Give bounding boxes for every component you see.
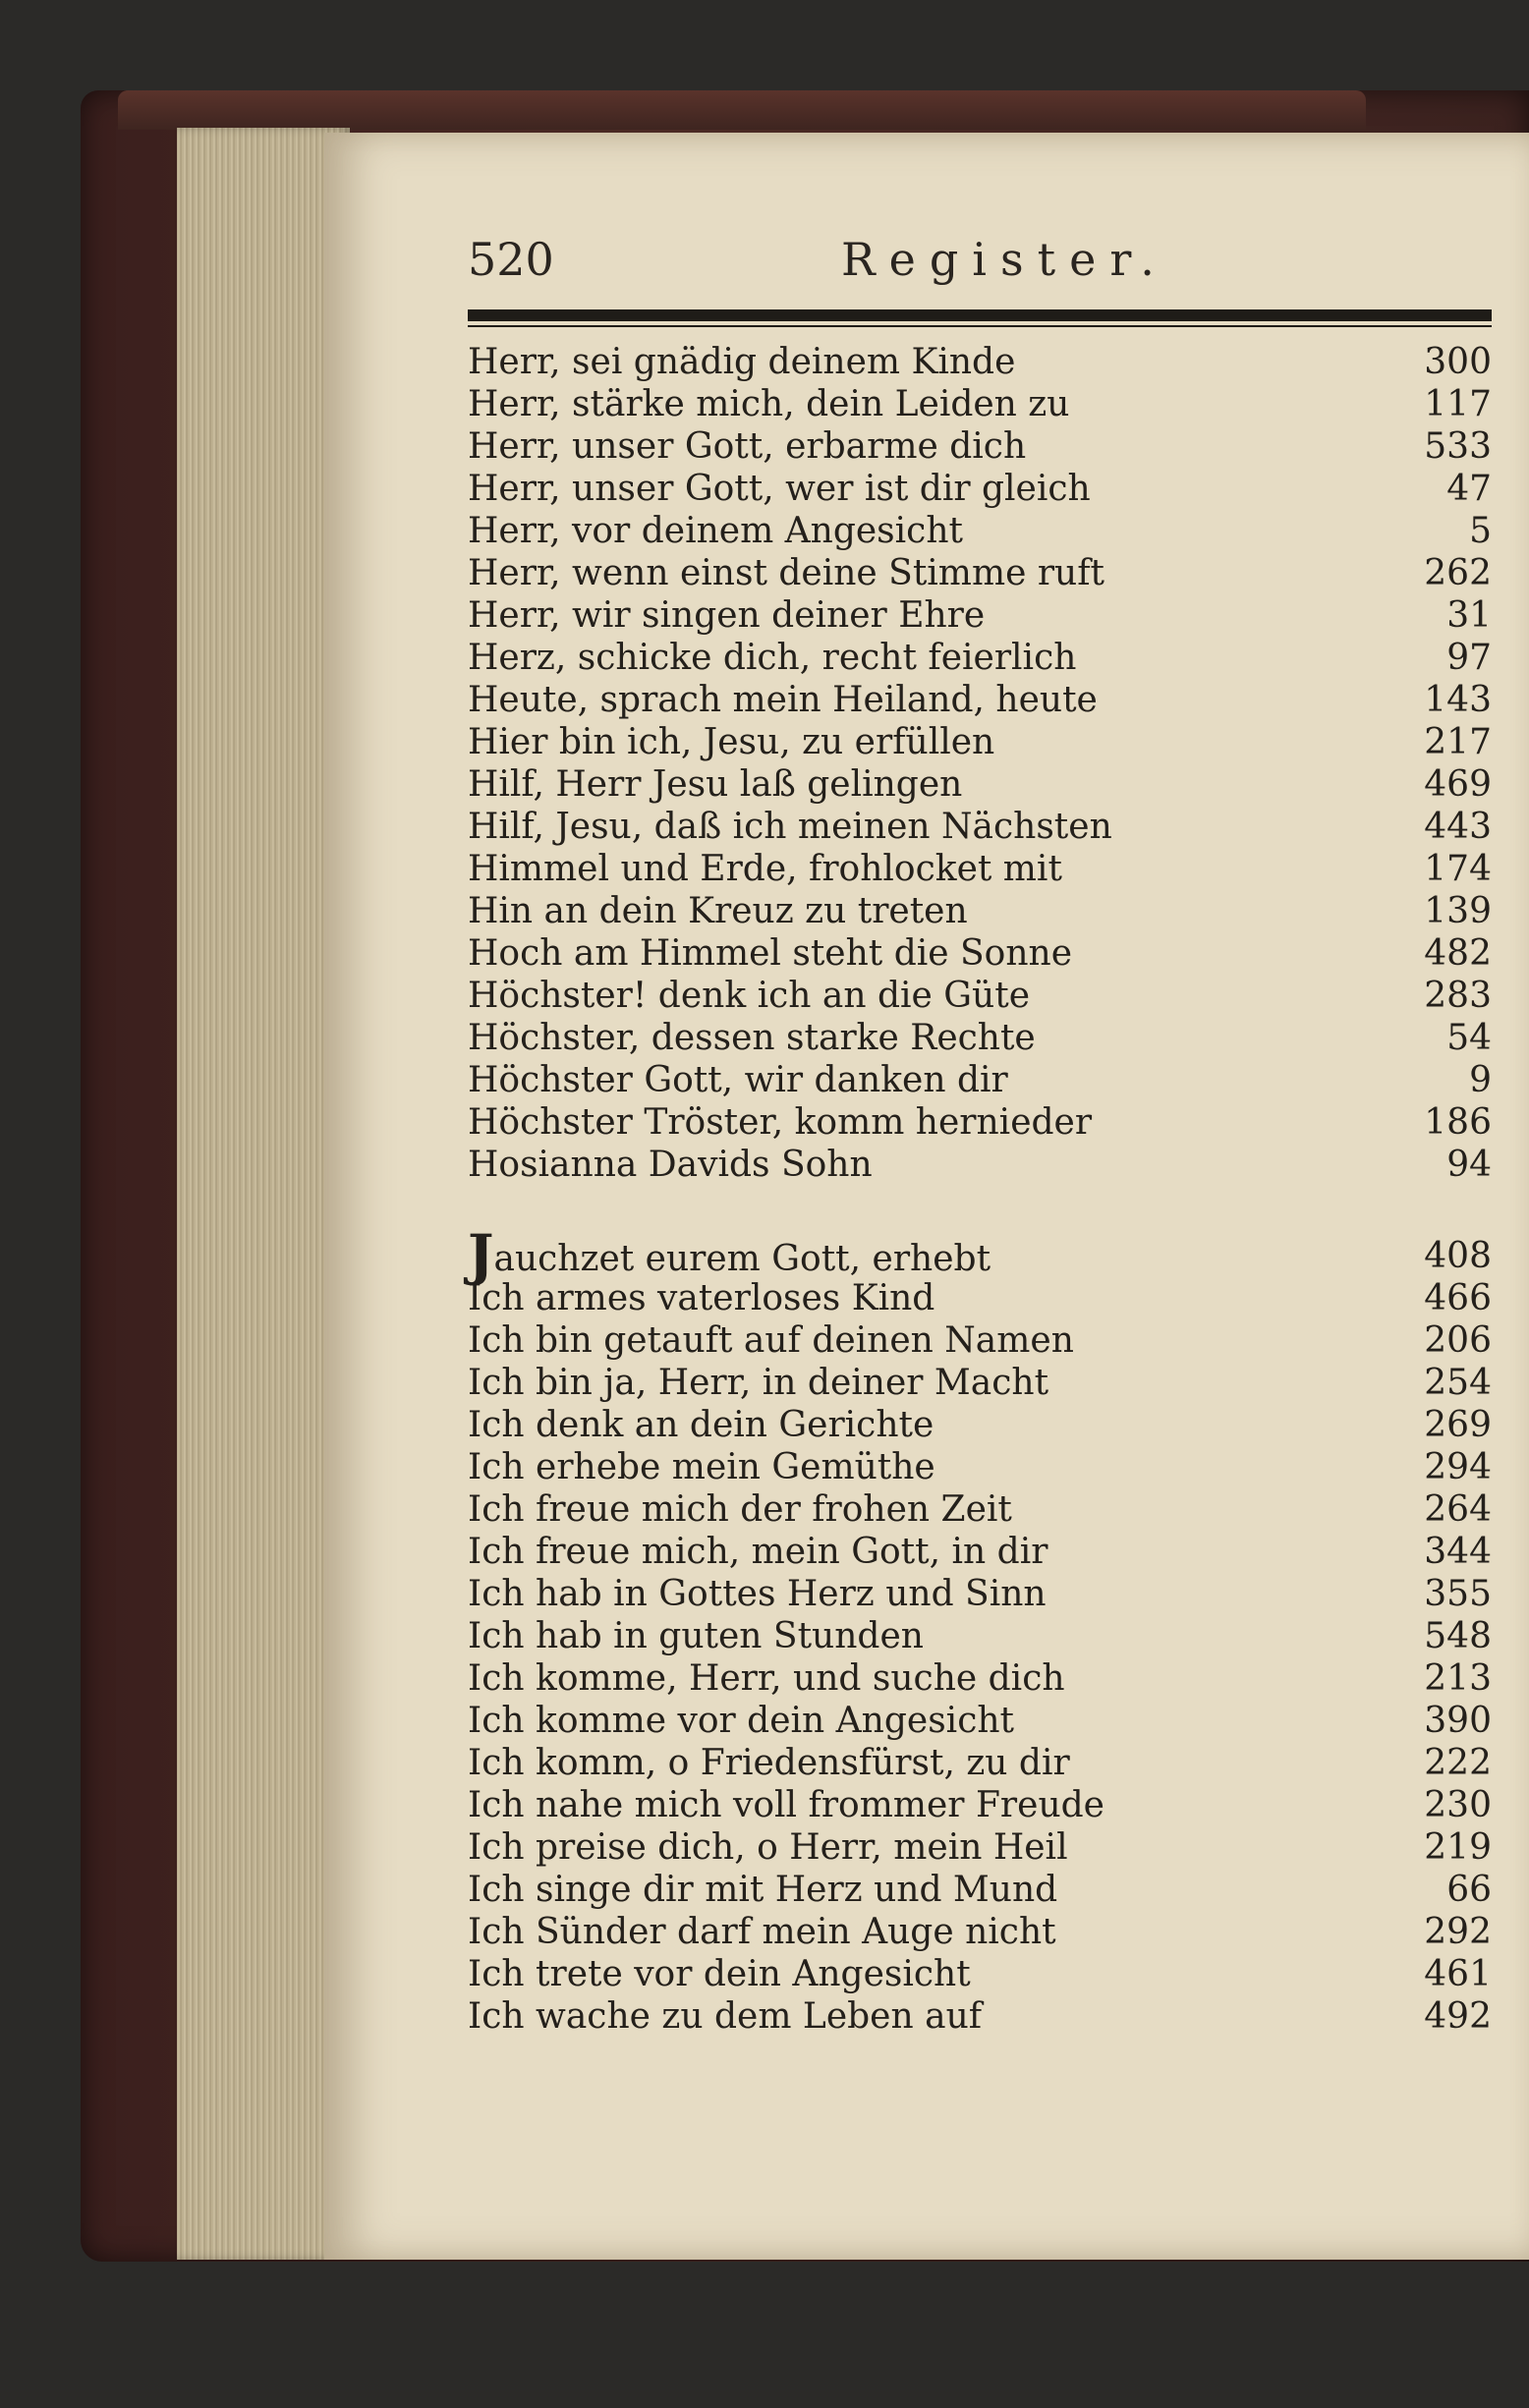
index-entry-title: Ich armes vaterloses Kind xyxy=(468,1278,935,1318)
index-entry-page: 206 xyxy=(1424,1320,1492,1361)
index-entry-page: 262 xyxy=(1424,553,1492,593)
index-entry xyxy=(468,1319,1492,1362)
index-entry xyxy=(468,763,1492,806)
index-entry-page: 222 xyxy=(1424,1743,1492,1783)
index-entry-title: Hosianna Davids Sohn xyxy=(468,1145,873,1185)
index-entry xyxy=(468,425,1492,468)
index-entry xyxy=(468,1531,1492,1573)
index-section-j xyxy=(468,1223,1492,2038)
index-entry xyxy=(468,1446,1492,1488)
index-entry xyxy=(468,1911,1492,1953)
index-entry xyxy=(468,1017,1492,1059)
index-entry xyxy=(468,1784,1492,1826)
index-entry-page: 254 xyxy=(1424,1363,1492,1403)
index-entry-page: 217 xyxy=(1424,722,1492,762)
index-entry-page: 5 xyxy=(1469,511,1492,551)
index-entry xyxy=(468,806,1492,848)
index-entry xyxy=(468,1488,1492,1531)
index-entry-page: 47 xyxy=(1446,469,1492,509)
index-entry-page: 294 xyxy=(1424,1447,1492,1487)
index-entry-page: 408 xyxy=(1424,1236,1492,1276)
index-entry-title: Hin an dein Kreuz zu treten xyxy=(468,891,968,931)
index-entry-page: 219 xyxy=(1424,1827,1492,1868)
page-header xyxy=(468,233,1513,302)
index-entry-title: Herr, unser Gott, wer ist dir gleich xyxy=(468,469,1091,509)
index-entry-title: Ich freue mich der frohen Zeit xyxy=(468,1489,1012,1530)
index-entry-title: Ich singe dir mit Herz und Mund xyxy=(468,1870,1058,1910)
index-entry-title: Ich bin ja, Herr, in deiner Macht xyxy=(468,1363,1049,1403)
index-entry-title: Himmel und Erde, frohlocket mit xyxy=(468,849,1062,889)
index-entry-title: Ich trete vor dein Angesicht xyxy=(468,1954,971,1994)
index-entry-page: 533 xyxy=(1424,426,1492,467)
index-entry xyxy=(468,510,1492,552)
index-entry xyxy=(468,1742,1492,1784)
index-entry xyxy=(468,637,1492,679)
index-entry xyxy=(468,890,1492,932)
index-entry-title: Hoch am Himmel steht die Sonne xyxy=(468,933,1073,974)
index-entry xyxy=(468,468,1492,510)
index-entry xyxy=(468,848,1492,890)
drop-initial: J xyxy=(468,1223,494,1288)
index-entry-title: Herr, wir singen deiner Ehre xyxy=(468,595,986,636)
index-entry-title: Herz, schicke dich, recht feierlich xyxy=(468,638,1077,678)
index-entry-title: Herr, wenn einst deine Stimme ruft xyxy=(468,553,1105,593)
index-entry-page: 461 xyxy=(1424,1954,1492,1994)
index-entry-page: 143 xyxy=(1424,680,1492,720)
index-entry-title: Herr, unser Gott, erbarme dich xyxy=(468,426,1027,467)
running-title: Register. xyxy=(841,233,1168,286)
index-entry xyxy=(468,1615,1492,1657)
index-entry-page: 186 xyxy=(1424,1102,1492,1143)
index-entry xyxy=(468,1700,1492,1742)
index-entry-title: Ich hab in Gottes Herz und Sinn xyxy=(468,1574,1047,1614)
book-page xyxy=(324,133,1529,2260)
header-rule-thin xyxy=(468,325,1492,327)
index-entry xyxy=(468,1404,1492,1446)
index-entry xyxy=(468,341,1492,383)
index-entry-page: 230 xyxy=(1424,1785,1492,1825)
index-entry-page: 548 xyxy=(1424,1616,1492,1656)
index-entry-title: Herr, sei gnädig deinem Kinde xyxy=(468,342,1016,382)
index-entry-page: 31 xyxy=(1446,595,1492,636)
index-entry-page: 283 xyxy=(1424,976,1492,1016)
index-entry-title: Ich erhebe mein Gemüthe xyxy=(468,1447,935,1487)
index-entry-title: Hilf, Jesu, daß ich meinen Nächsten xyxy=(468,807,1112,847)
index-entry-page: 469 xyxy=(1424,764,1492,805)
index-entry xyxy=(468,1953,1492,1995)
index-entry-page: 269 xyxy=(1424,1405,1492,1445)
index-entry-title: Ich freue mich, mein Gott, in dir xyxy=(468,1532,1048,1572)
index-entry xyxy=(468,1995,1492,2038)
index-entry xyxy=(468,383,1492,425)
header-rule xyxy=(468,309,1492,321)
index-entry xyxy=(468,1101,1492,1144)
index-entry-title: Ich komme, Herr, und suche dich xyxy=(468,1658,1065,1699)
index-entry xyxy=(468,1144,1492,1186)
index-entry-title: Ich bin getauft auf deinen Namen xyxy=(468,1320,1074,1361)
index-entry-page: 54 xyxy=(1446,1018,1492,1058)
index-entry xyxy=(468,1362,1492,1404)
index-entry-title: Heute, sprach mein Heiland, heute xyxy=(468,680,1098,720)
index-entry-page: 292 xyxy=(1424,1912,1492,1952)
index-entry-page: 300 xyxy=(1424,342,1492,382)
index-entry xyxy=(468,1223,1492,1288)
index-entry-title: Ich denk an dein Gerichte xyxy=(468,1405,934,1445)
index-entry-page: 466 xyxy=(1424,1278,1492,1318)
index-entry-page: 174 xyxy=(1424,849,1492,889)
index-entry xyxy=(468,594,1492,637)
index-entry-page: 94 xyxy=(1446,1145,1492,1185)
index-entry-page: 9 xyxy=(1469,1060,1492,1100)
index-entry-title: Ich komme vor dein Angesicht xyxy=(468,1701,1015,1741)
index-entry-title: Höchster! denk ich an die Güte xyxy=(468,976,1030,1016)
index-entry-page: 139 xyxy=(1424,891,1492,931)
index-list xyxy=(468,341,1492,2038)
index-entry-title: Ich nahe mich voll frommer Freude xyxy=(468,1785,1104,1825)
index-entry-title: Ich preise dich, o Herr, mein Heil xyxy=(468,1827,1068,1868)
index-entry-page: 482 xyxy=(1424,933,1492,974)
index-entry-title: Höchster Tröster, komm hernieder xyxy=(468,1102,1093,1143)
index-entry-title: Herr, stärke mich, dein Leiden zu xyxy=(468,384,1070,424)
index-entry-title: Ich komm, o Friedensfürst, zu dir xyxy=(468,1743,1070,1783)
index-entry-title: Höchster Gott, wir danken dir xyxy=(468,1060,1008,1100)
index-entry-title: Ich Sünder darf mein Auge nicht xyxy=(468,1912,1056,1952)
index-entry-page: 117 xyxy=(1424,384,1492,424)
index-entry xyxy=(468,1277,1492,1319)
index-entry-page: 213 xyxy=(1424,1658,1492,1699)
index-entry-page: 344 xyxy=(1424,1532,1492,1572)
index-entry-page: 97 xyxy=(1446,638,1492,678)
index-entry-page: 355 xyxy=(1424,1574,1492,1614)
index-entry-page: 443 xyxy=(1424,807,1492,847)
index-entry-title: Ich wache zu dem Leben auf xyxy=(468,1996,983,2037)
index-entry xyxy=(468,552,1492,594)
index-entry-title-rest: auchzet eurem Gott, erhebt xyxy=(493,1239,991,1279)
index-entry-title: Hier bin ich, Jesu, zu erfüllen xyxy=(468,722,995,762)
index-section-h xyxy=(468,341,1492,1186)
book-cover-top-edge xyxy=(118,90,1366,130)
index-entry-page: 390 xyxy=(1424,1701,1492,1741)
page-number: 520 xyxy=(468,233,554,286)
index-entry xyxy=(468,975,1492,1017)
index-entry xyxy=(468,1573,1492,1615)
index-entry-page: 66 xyxy=(1446,1870,1492,1910)
index-entry-title: Höchster, dessen starke Rechte xyxy=(468,1018,1036,1058)
index-entry-page: 264 xyxy=(1424,1489,1492,1530)
index-entry xyxy=(468,1826,1492,1869)
index-entry-page: 492 xyxy=(1424,1996,1492,2037)
index-entry-title: Ich hab in guten Stunden xyxy=(468,1616,924,1656)
index-entry-title xyxy=(468,1223,991,1288)
index-entry-title: Hilf, Herr Jesu laß gelingen xyxy=(468,764,963,805)
index-entry xyxy=(468,1059,1492,1101)
index-entry xyxy=(468,932,1492,975)
section-gap xyxy=(468,1186,1492,1235)
index-entry-title: Herr, vor deinem Angesicht xyxy=(468,511,963,551)
index-entry xyxy=(468,1869,1492,1911)
index-entry xyxy=(468,721,1492,763)
index-entry xyxy=(468,1657,1492,1700)
index-entry xyxy=(468,679,1492,721)
